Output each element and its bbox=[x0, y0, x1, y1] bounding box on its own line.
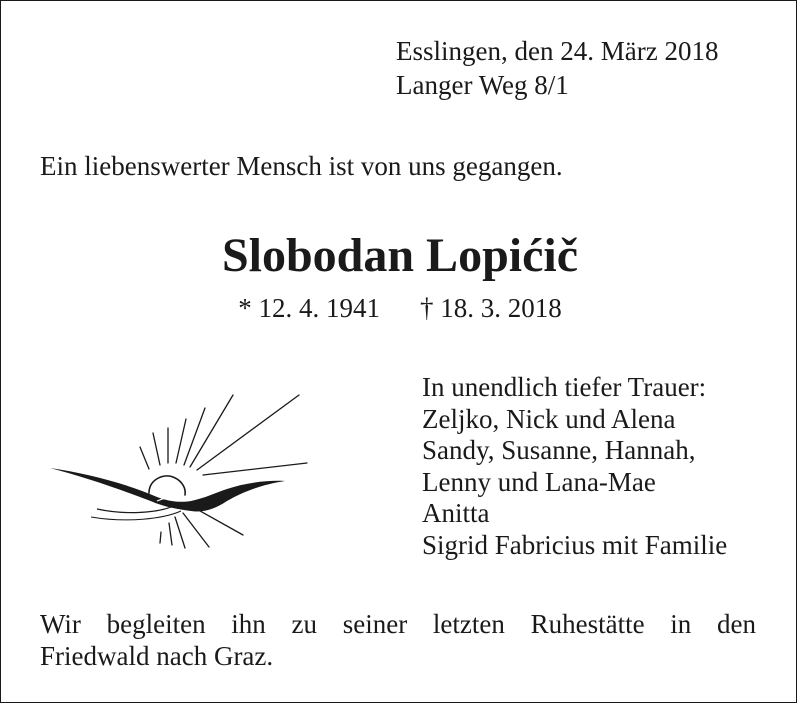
mourners-list bbox=[422, 372, 727, 561]
place-date: Esslingen, den 24. März 2018 bbox=[396, 36, 719, 66]
mourner-line: Zeljko, Nick und Alena bbox=[422, 403, 676, 434]
intro-text: Ein liebenswerter Mensch ist von uns gegangen. bbox=[40, 151, 563, 181]
life-dates bbox=[0, 291, 800, 325]
mourner-line: Sandy, Susanne, Hannah, bbox=[422, 435, 696, 465]
closing-text bbox=[40, 608, 756, 672]
mourner-line: Sigrid Fabricius mit Familie bbox=[422, 529, 728, 560]
closing-line-1: Wir begleiten ihn zu seiner letzten Ruhestätte in den bbox=[40, 609, 756, 639]
death-date: † 18. 3. 2018 bbox=[420, 293, 562, 323]
deceased-name: Slobodan Lopićič bbox=[221, 229, 579, 282]
birth-date: * 12. 4. 1941 bbox=[238, 293, 380, 323]
closing-line-2: Friedwald nach Graz. bbox=[40, 641, 274, 671]
mourner-line: Anitta bbox=[422, 498, 490, 528]
sunset-bird-icon bbox=[45, 385, 315, 555]
mourners-heading: In unendlich tiefer Trauer: bbox=[422, 372, 707, 402]
mourner-line: Lenny und Lana-Mae bbox=[422, 466, 656, 497]
header-block bbox=[396, 34, 718, 102]
address: Langer Weg 8/1 bbox=[396, 70, 569, 100]
